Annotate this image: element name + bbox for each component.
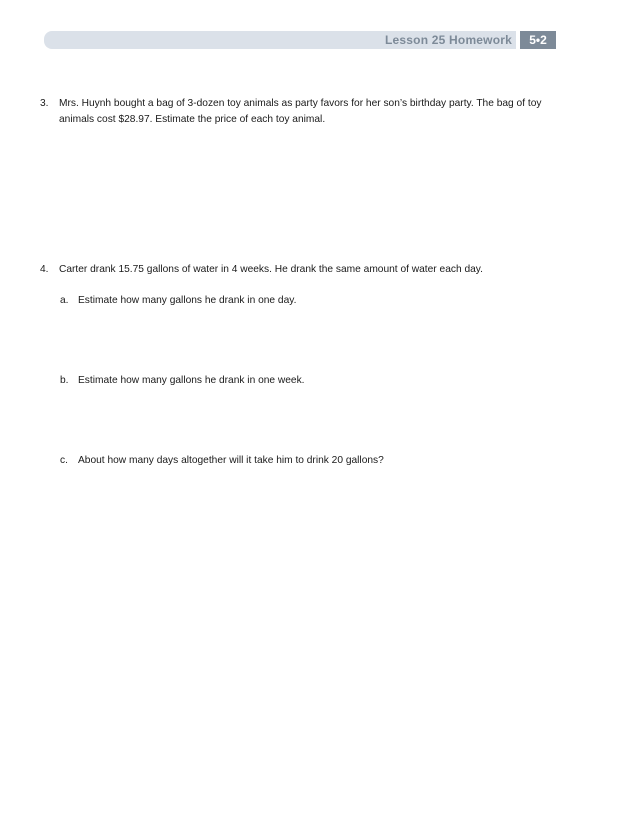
part-text: About how many days altogether will it take him to drink 20 gallons? — [78, 455, 384, 466]
problem-4-part-b — [60, 373, 560, 389]
lesson-title: Lesson 25 Homework — [385, 33, 512, 47]
problem-text: Mrs. Huynh bought a bag of 3-dozen toy animals as party favors for her son’s birthday party. The bag of toy animals cost $28.97. Estimate the price of each toy animal. — [59, 98, 542, 125]
part-text: Estimate how many gallons he drank in one week. — [78, 375, 305, 386]
part-letter: a. — [60, 295, 69, 306]
problem-4 — [40, 262, 560, 278]
part-text: Estimate how many gallons he drank in one day. — [78, 295, 297, 306]
problem-number: 4. — [40, 264, 49, 275]
part-letter: c. — [60, 455, 68, 466]
problem-text: Carter drank 15.75 gallons of water in 4 weeks. He drank the same amount of water each day. — [59, 264, 483, 275]
module-badge: 5•2 — [520, 31, 556, 49]
problem-4-part-a — [60, 293, 560, 309]
problem-4-part-c — [60, 453, 560, 469]
part-letter: b. — [60, 375, 69, 386]
problem-number: 3. — [40, 98, 49, 109]
problem-3 — [40, 96, 560, 128]
